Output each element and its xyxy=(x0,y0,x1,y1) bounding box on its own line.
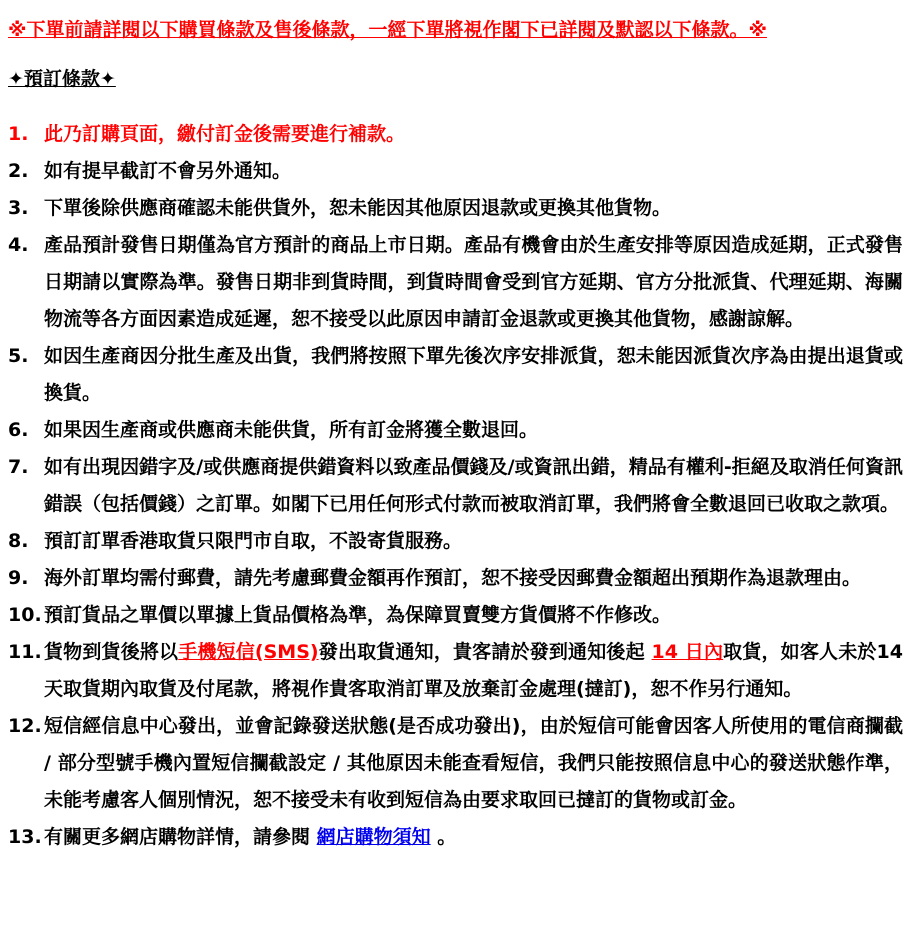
store-shopping-guide-link[interactable]: 網店購物須知 xyxy=(316,826,431,848)
term-number: 7. xyxy=(8,456,29,478)
pre-order-warning-banner: ※下單前請詳閱以下購買條款及售後條款，一經下單將視作閣下已詳閱及默認以下條款。※ xyxy=(8,19,767,41)
term-item-13 xyxy=(8,819,903,856)
term-text xyxy=(44,560,903,597)
term-number: 13. xyxy=(8,826,42,848)
term-text-segment: 取貨，如客人未於14 天取貨期內取貨及付尾款，將視作貴客取消訂單及放棄訂金處理(撻訂)，恕不作另行通知。 xyxy=(44,641,903,700)
term-text xyxy=(44,597,903,634)
term-text-segment: 海外訂單均需付郵費，請先考慮郵費金額再作預訂，恕不接受因郵費金額超出預期作為退款理由。 xyxy=(44,567,862,589)
term-text xyxy=(44,412,903,449)
terms-list xyxy=(8,116,903,856)
highlighted-red-text: 14 日內 xyxy=(651,641,724,663)
term-item-12 xyxy=(8,708,903,819)
term-item-3 xyxy=(8,190,903,227)
term-text xyxy=(44,634,903,708)
term-item-7 xyxy=(8,449,903,523)
term-item-2 xyxy=(8,153,903,190)
section-title-booking-terms: ✦預訂條款✦ xyxy=(8,68,116,90)
term-text-segment: 如有提早截訂不會另外通知。 xyxy=(44,160,292,182)
term-text-segment: 預訂貨品之單價以單據上貨品價格為準，為保障買賣雙方貨價將不作修改。 xyxy=(44,604,672,626)
term-number: 9. xyxy=(8,567,29,589)
term-item-5 xyxy=(8,338,903,412)
term-item-4 xyxy=(8,227,903,338)
term-item-6 xyxy=(8,412,903,449)
term-item-9 xyxy=(8,560,903,597)
term-number: 8. xyxy=(8,530,29,552)
term-item-10 xyxy=(8,597,903,634)
term-text-segment: 預訂訂單香港取貨只限門市自取，不設寄貨服務。 xyxy=(44,530,463,552)
term-item-1 xyxy=(8,116,903,153)
term-number: 2. xyxy=(8,160,29,182)
term-number: 12. xyxy=(8,715,42,737)
term-text xyxy=(44,708,903,819)
term-text xyxy=(44,819,903,856)
term-text-segment: 如果因生產商或供應商未能供貨，所有訂金將獲全數退回。 xyxy=(44,419,539,441)
term-text xyxy=(44,338,903,412)
term-item-8 xyxy=(8,523,903,560)
term-text-segment: 短信經信息中心發出，並會記錄發送狀態(是否成功發出)，由於短信可能會因客人所使用的電信商攔截 / 部分型號手機內置短信攔截設定 / 其他原因未能查看短信，我們只能按照信息中心的發送狀態作準，未能考慮客人個別情況，恕不接受未有收到短信為由要求取回已撻訂的貨物或訂金。 xyxy=(44,715,903,811)
term-text-segment: 有關更多網店購物詳情，請參閱 xyxy=(44,826,317,848)
term-item-11 xyxy=(8,634,903,708)
term-number: 1. xyxy=(8,123,29,145)
term-number: 6. xyxy=(8,419,29,441)
term-text-segment: 產品預計發售日期僅為官方預計的商品上市日期。產品有機會由於生產安排等原因造成延期，正式發售日期請以實際為準。發售日期非到貨時間，到貨時間會受到官方延期、官方分批派貨、代理延期、海關物流等各方面因素造成延遲，恕不接受以此原因申請訂金退款或更換其他貨物，感謝諒解。 xyxy=(44,234,903,330)
term-text-segment: 發出取貨通知，貴客請於發到通知後起 xyxy=(318,641,652,663)
term-number: 5. xyxy=(8,345,29,367)
term-number: 10. xyxy=(8,604,42,626)
term-text-segment: 如有出現因錯字及/或供應商提供錯資料以致產品價錢及/或資訊出錯，精品有權利-拒絕及取消任何資訊錯誤（包括價錢）之訂單。如閣下已用任何形式付款而被取消訂單，我們將會全數退回已收取之款項。 xyxy=(44,456,903,515)
highlighted-red-text: 手機短信(SMS) xyxy=(178,641,319,663)
term-text xyxy=(44,523,903,560)
term-text-segment: 下單後除供應商確認未能供貨外，恕未能因其他原因退款或更換其他貨物。 xyxy=(44,197,672,219)
term-text-segment: 貨物到貨後將以 xyxy=(44,641,179,663)
term-number: 11. xyxy=(8,641,42,663)
term-text-segment: 如因生產商因分批生產及出貨，我們將按照下單先後次序安排派貨，恕未能因派貨次序為由提出退貨或換貨。 xyxy=(44,345,903,404)
term-text-segment: 。 xyxy=(430,826,457,848)
term-text xyxy=(44,116,903,153)
term-number: 3. xyxy=(8,197,29,219)
term-text xyxy=(44,227,903,338)
term-text-segment: 此乃訂購頁面，繳付訂金後需要進行補款。 xyxy=(44,123,406,145)
term-text xyxy=(44,449,903,523)
term-text xyxy=(44,190,903,227)
term-number: 4. xyxy=(8,234,29,256)
term-text xyxy=(44,153,903,190)
